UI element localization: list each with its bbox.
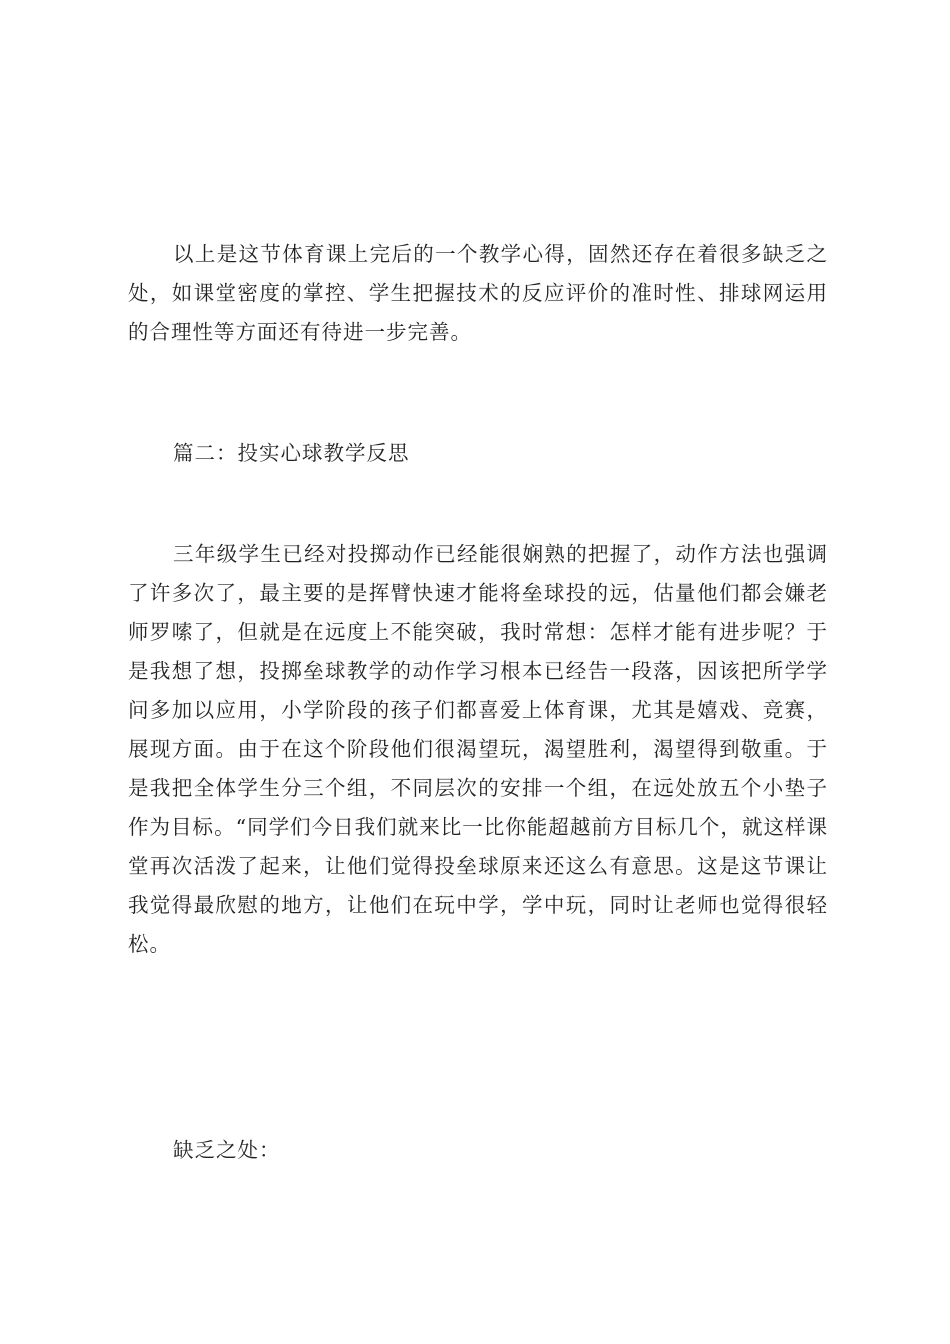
section-heading-shortcomings: 缺乏之处： — [173, 1138, 281, 1162]
section-heading-part-two: 篇二：投实心球教学反思 — [173, 441, 410, 465]
paragraph-reflection-body: 三年级学生已经对投掷动作已经能很娴熟的把握了，动作方法也强调了许多次了，最主要的是挥臂快速才能将垒球投的远，估量他们都会嫌老师罗嗦了，但就是在远度上不能突破，我时常想：怎样才能有进步呢？于是我想了想，投掷垒球教学的动作学习根本已经告一段落，因该把所学学问多加以应用，小学阶段的孩子们都喜爱上体育课，尤其是嬉戏、竞赛，展现方面。由于在这个阶段他们很渴望玩，渴望胜利，渴望得到敬重。于是我把全体学生分三个组，不同层次的安排一个组，在远处放五个小垫子作为目标。“同学们今日我们就来比一比你能超越前方目标几个，就这样课堂再次活泼了起来，让他们觉得投垒球原来还这么有意思。这是这节课让我觉得最欣慰的地方，让他们在玩中学，学中玩，同时让老师也觉得很轻松。 — [128, 542, 828, 956]
paragraph-teaching-summary: 以上是这节体育课上完后的一个教学心得，固然还存在着很多缺乏之处，如课堂密度的掌控、学生把握技术的反应评价的准时性、排球网运用的合理性等方面还有待进一步完善。 — [128, 242, 828, 344]
